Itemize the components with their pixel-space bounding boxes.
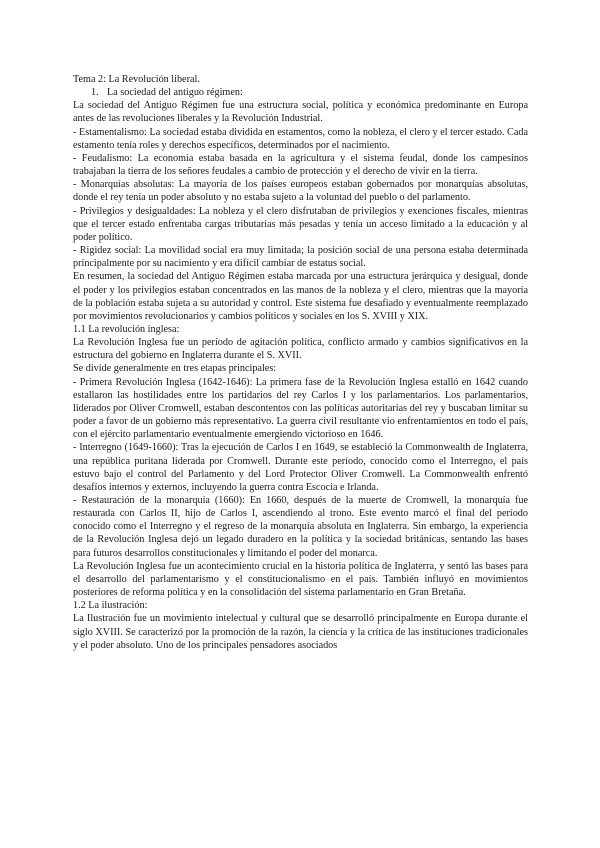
paragraph-intro: La sociedad del Antiguo Régimen fue una estructura social, política y económica predominante en Europa antes de las revoluciones liberales y la Revolución Industrial. [73,100,528,125]
subsection-heading-1-2: 1.2 La ilustración: [73,600,148,612]
bullet-feudalismo: - Feudalismo: La economía estaba basada en la agricultura y el sistema feudal, donde los campesinos trabajaban la tierra de los señores feudales a cambio de protección y el derecho de vivir en la tierra. [73,152,528,178]
bullet-privilegios: - Privilegios y desigualdades: La nobleza y el clero disfrutaban de privilegios y exenciones fiscales, mientras que el tercer estado enfrentaba cargas tributarias más pesadas y tenía un acceso limitado a la educación y al poder político. [73,205,528,243]
bullet-monarquias: - Monarquías absolutas: La mayoría de los países europeos estaban gobernados por monarquías absolutas, donde el rey tenía un poder absoluto y no estaba sujeto a la voluntad del pueblo o del parlamento. [73,179,528,204]
paragraph-resumen: En resumen, la sociedad del Antiguo Régimen estaba marcada por una estructura jerárquica y desigual, donde el poder y los privilegios estaban concentrados en las manos de la nobleza y el clero, mientras que la mayoría de la población estaba sujeta a su autoridad y control. Este sistema fue desafiado y eventualmente reemplazado por movimientos revolucionarios y cambios políticos y sociales en los S. XVIII y XIX. [73,271,528,322]
subsection-heading-1-1: 1.1 La revolución inglesa: [73,323,180,335]
paragraph-ilustracion: La Ilustración fue un movimiento intelectual y cultural que se desarrolló principalmente en Europa durante el siglo XVIII. Se caracterizó por la promoción de la razón, la ciencia y la crítica de las instituciones tradicionales y el poder absoluto. Uno de los principales pensadores asociados [73,613,528,651]
bullet-rigidez: - Rigidez social: La movilidad social era muy limitada; la posición social de una persona estaba determinada principalmente por su nacimiento y era difícil cambiar de estatus social. [73,245,528,270]
section-number: 1. [91,87,99,99]
document-page [73,73,528,652]
paragraph-revolucion-inglesa: La Revolución Inglesa fue un período de agitación política, conflicto armado y cambios significativos en la estructura del gobierno en Inglaterra durante el S. XVII. [73,337,528,362]
bullet-interregno: - Interregno (1649-1660): Tras la ejecución de Carlos I en 1649, se estableció la Commonwealth de Inglaterra, una república puritana liderada por Cromwell. Durante este período, conocido como el Interregno, el país estuvo bajo el control del Parlamento y del Lord Protector Oliver Cromwell. La Commonwealth enfrentó desafíos internos y externos, incluyendo la guerra contra Escocia e Irlanda. [73,442,528,493]
bullet-primera-revolucion: - Primera Revolución Inglesa (1642-1646): La primera fase de la Revolución Inglesa estalló en 1642 cuando estallaron las hostilidades entre los partidarios del rey Carlos I y los parlamentarios. Los parlamentarios, liderados por Oliver Cromwell, estaban descontentos con las políticas autoritarias del rey y buscaban limitar su poder a favor de un gobierno más representativo. La guerra civil resultante vio enfrentamientos en todo el país, con el ejército parlamentario eventualmente emergiendo victorioso en 1646. [73,376,528,441]
paragraph-divide: Se divide generalmente en tres etapas principales: [73,363,277,375]
bullet-estamentalismo: - Estamentalismo: La sociedad estaba dividida en estamentos, como la nobleza, el clero y el tercer estado. Cada estamento tenía roles y derechos específicos, determinados por el nacimiento. [73,126,528,151]
section-heading [73,86,528,99]
document-title: Tema 2: La Revolución liberal. [73,74,200,85]
paragraph-conclusion: La Revolución Inglesa fue un acontecimiento crucial en la historia política de Inglaterra, y sentó las bases para el desarrollo del parlamentarismo y el constitucionalismo en el país. También influyó en movimientos posteriores de reforma política y en la consolidación del sistema parlamentario en Gran Bretaña. [73,560,528,599]
bullet-restauracion: - Restauración de la monarquía (1660): En 1660, después de la muerte de Cromwell, la monarquía fue restaurada con Carlos II, hijo de Carlos I, ascendiendo al trono. Este evento marcó el final del período conocido como el Interregno y el regreso de la monarquía absoluta en Inglaterra. Sin embargo, la experiencia de la Revolución Inglesa dejó un legado duradero en la política y la sociedad británicas, sentando las bases para futuros desarrollos constitucionales y limitando el poder del monarca. [73,495,528,559]
section-heading-text: La sociedad del antiguo régimen: [107,87,243,99]
